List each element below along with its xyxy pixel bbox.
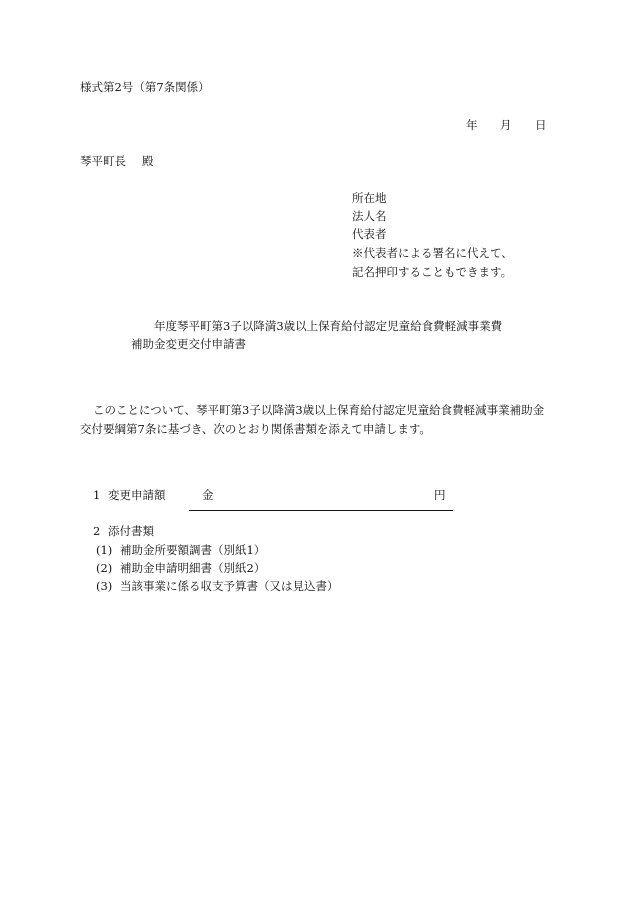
document-title-line1: 年度琴平町第3子以降満3歳以上保育給付認定児童給食費軽減事業費 <box>154 319 503 333</box>
applicant-address-label: 所在地 <box>352 191 387 205</box>
attachment-3-number: (3) <box>96 579 113 593</box>
document-title-line2: 補助金変更交付申請書 <box>131 337 246 351</box>
signature-note-line1: ※代表者による署名に代えて、 <box>352 246 513 260</box>
date-day-label: 日 <box>535 118 547 132</box>
amount-prefix: 金 <box>202 488 214 502</box>
attachment-2-text: 補助金申請明細書（別紙2） <box>120 561 266 575</box>
applicant-corp-name-label: 法人名 <box>352 209 387 223</box>
body-text-line2: 交付要綱第7条に基づき、次のとおり関係書類を添えて申請します。 <box>80 422 431 436</box>
date-year-label: 年 <box>466 118 478 132</box>
item2-number: 2 <box>93 524 101 538</box>
item2-label: 添付書類 <box>108 524 154 538</box>
item1-label: 変更申請額 <box>108 488 166 502</box>
item1-number: 1 <box>93 488 101 502</box>
attachment-2-number: (2) <box>96 561 113 575</box>
date-month-label: 月 <box>500 118 512 132</box>
amount-underline <box>189 510 453 511</box>
attachment-1-number: (1) <box>96 543 113 557</box>
attachment-1-text: 補助金所要額調書（別紙1） <box>120 543 266 557</box>
body-text-line1: このことについて、琴平町第3子以降満3歳以上保育給付認定児童給食費軽減事業補助金 <box>93 403 545 417</box>
form-number: 様式第2号（第7条関係） <box>80 80 210 94</box>
amount-suffix: 円 <box>434 488 446 502</box>
addressee-name: 琴平町長 <box>80 154 126 168</box>
addressee-honorific: 殿 <box>142 154 154 168</box>
applicant-representative-label: 代表者 <box>352 227 387 241</box>
attachment-3-text: 当該事業に係る収支予算書（又は見込書） <box>120 579 339 593</box>
signature-note-line2: 記名押印することもできます。 <box>352 265 513 279</box>
